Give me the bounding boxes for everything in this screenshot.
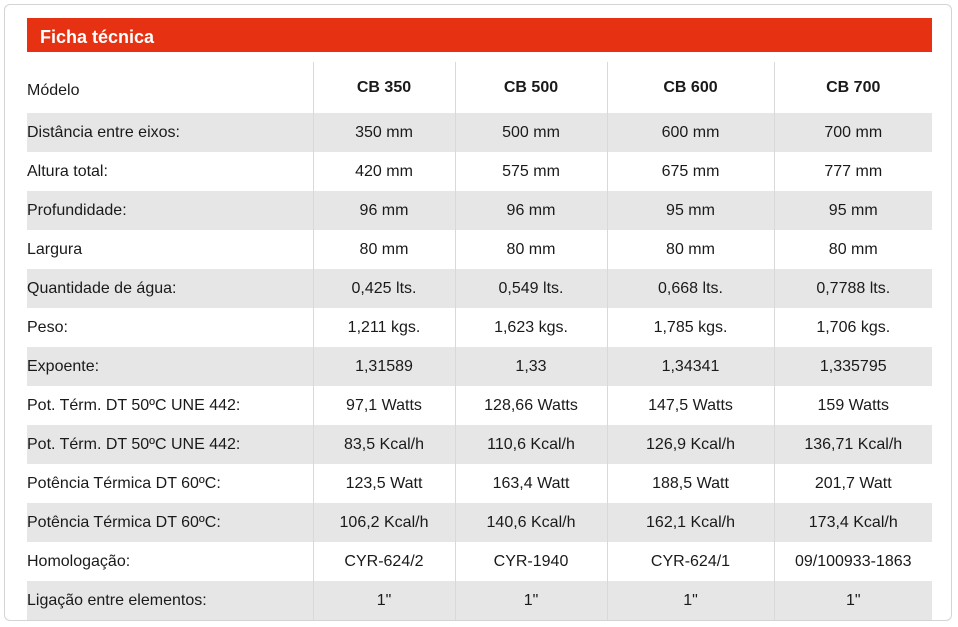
row-value: 1,31589 — [313, 347, 455, 386]
row-value: 83,5 Kcal/h — [313, 425, 455, 464]
row-label: Pot. Térm. DT 50ºC UNE 442: — [27, 425, 313, 464]
row-value: 95 mm — [774, 191, 932, 230]
row-value: 95 mm — [607, 191, 774, 230]
row-value: 80 mm — [774, 230, 932, 269]
spec-sheet-title: Ficha técnica — [40, 27, 155, 47]
row-value: 1,623 kgs. — [455, 308, 607, 347]
row-value: 420 mm — [313, 152, 455, 191]
row-value: CYR-624/2 — [313, 542, 455, 581]
row-value: 500 mm — [455, 113, 607, 152]
row-label: Altura total: — [27, 162, 108, 180]
table-row — [27, 503, 932, 542]
table-row — [27, 230, 932, 269]
row-value: CYR-1940 — [455, 542, 607, 581]
row-value: 575 mm — [455, 152, 607, 191]
row-value: 350 mm — [313, 113, 455, 152]
table-row — [27, 425, 932, 464]
row-value: 188,5 Watt — [607, 464, 774, 503]
spec-table — [27, 62, 932, 620]
model-label: Módelo — [27, 81, 80, 99]
row-label: Distância entre eixos: — [27, 113, 313, 152]
row-label: Largura — [27, 240, 83, 258]
row-value: 1" — [455, 581, 607, 620]
table-row — [27, 581, 932, 620]
spec-sheet-header — [27, 18, 932, 52]
table-row — [27, 308, 932, 347]
row-label: Pot. Térm. DT 50ºC UNE 442: — [27, 396, 241, 414]
row-value: 96 mm — [313, 191, 455, 230]
row-label: Homologação: — [27, 552, 131, 570]
row-value: 106,2 Kcal/h — [313, 503, 455, 542]
table-row — [27, 542, 932, 581]
row-value: 80 mm — [607, 230, 774, 269]
row-value: 0,668 lts. — [607, 269, 774, 308]
row-value: 675 mm — [607, 152, 774, 191]
row-value: 0,549 lts. — [455, 269, 607, 308]
row-value: 1,335795 — [774, 347, 932, 386]
row-value: 147,5 Watts — [607, 386, 774, 425]
row-label: Profundidade: — [27, 191, 313, 230]
row-label: Peso: — [27, 318, 68, 336]
row-value: 777 mm — [774, 152, 932, 191]
model-name-cb-350: CB 350 — [313, 62, 455, 113]
row-value: 128,66 Watts — [455, 386, 607, 425]
row-label: Quantidade de água: — [27, 269, 313, 308]
model-name-cb-700: CB 700 — [774, 62, 932, 113]
model-name-cb-600: CB 600 — [607, 62, 774, 113]
row-value: 110,6 Kcal/h — [455, 425, 607, 464]
row-label: Ligação entre elementos: — [27, 581, 313, 620]
table-row — [27, 113, 932, 152]
row-value: 163,4 Watt — [455, 464, 607, 503]
table-row — [27, 347, 932, 386]
row-value: 1" — [313, 581, 455, 620]
row-value: 1" — [607, 581, 774, 620]
table-row — [27, 269, 932, 308]
row-value: 80 mm — [313, 230, 455, 269]
model-name-cb-500: CB 500 — [455, 62, 607, 113]
row-value: 1,785 kgs. — [607, 308, 774, 347]
row-value: 09/100933-1863 — [774, 542, 932, 581]
row-value: 0,425 lts. — [313, 269, 455, 308]
row-value: 700 mm — [774, 113, 932, 152]
row-value: 0,7788 lts. — [774, 269, 932, 308]
row-value: 1" — [774, 581, 932, 620]
row-value: 80 mm — [455, 230, 607, 269]
table-row — [27, 152, 932, 191]
row-value: 162,1 Kcal/h — [607, 503, 774, 542]
row-value: 1,34341 — [607, 347, 774, 386]
row-value: 96 mm — [455, 191, 607, 230]
model-header-row — [27, 62, 932, 113]
row-value: 1,211 kgs. — [313, 308, 455, 347]
row-value: 97,1 Watts — [313, 386, 455, 425]
table-row — [27, 464, 932, 503]
row-value: 126,9 Kcal/h — [607, 425, 774, 464]
row-value: CYR-624/1 — [607, 542, 774, 581]
row-value: 173,4 Kcal/h — [774, 503, 932, 542]
row-value: 123,5 Watt — [313, 464, 455, 503]
row-value: 600 mm — [607, 113, 774, 152]
row-value: 140,6 Kcal/h — [455, 503, 607, 542]
row-value: 201,7 Watt — [774, 464, 932, 503]
row-label: Potência Térmica DT 60ºC: — [27, 503, 313, 542]
row-label: Potência Térmica DT 60ºC: — [27, 474, 221, 492]
table-row — [27, 191, 932, 230]
table-row — [27, 386, 932, 425]
row-value: 1,706 kgs. — [774, 308, 932, 347]
row-label: Expoente: — [27, 347, 313, 386]
row-value: 159 Watts — [774, 386, 932, 425]
row-value: 136,71 Kcal/h — [774, 425, 932, 464]
row-value: 1,33 — [455, 347, 607, 386]
